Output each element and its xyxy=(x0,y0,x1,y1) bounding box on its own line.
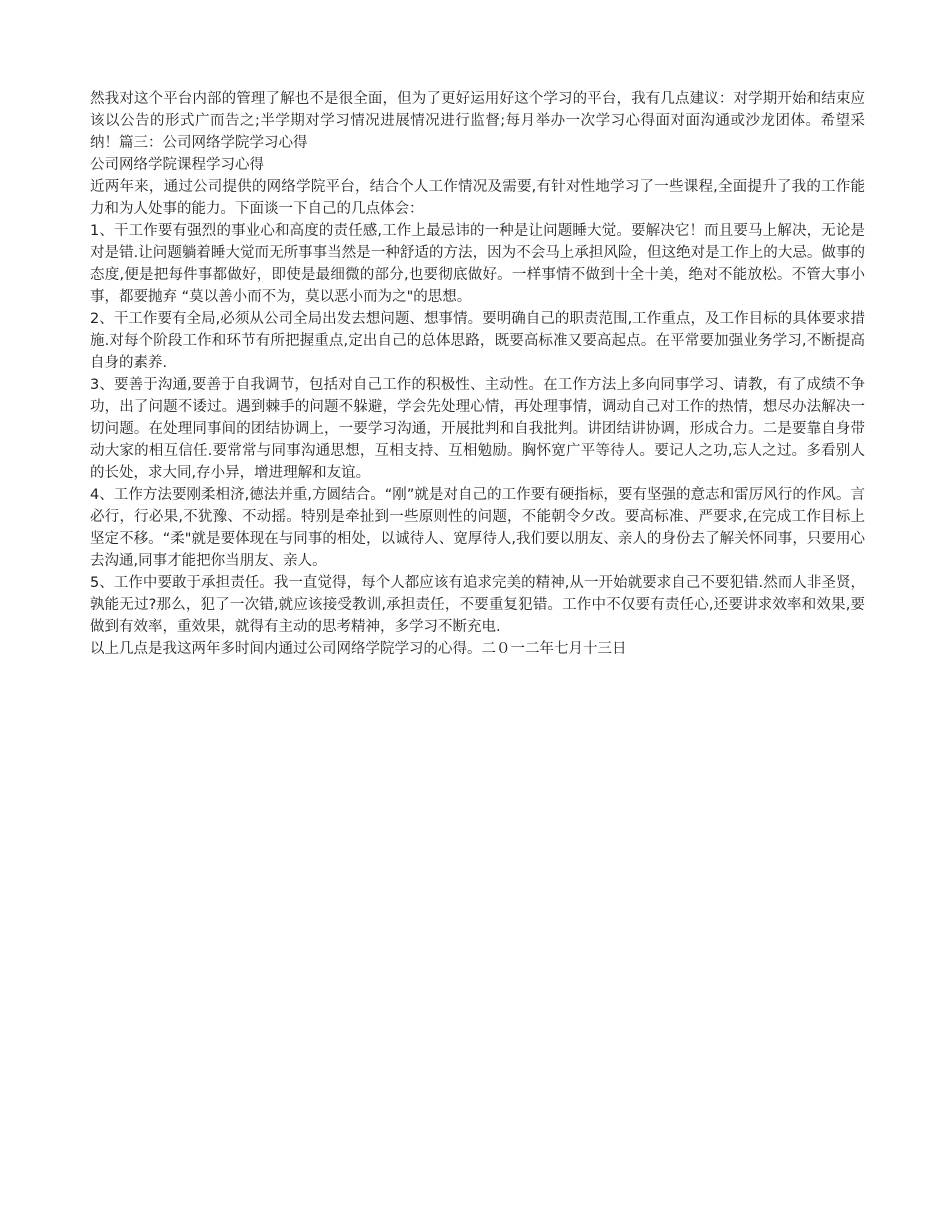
point-1-paragraph: 1、干工作要有强烈的事业心和高度的责任感,工作上最忌讳的一种是让问题睡大觉。要解决它！而且要马上解决，无论是对是错.让问题躺着睡大觉而无所事事当然是一种舒适的方法，因为不会马上承担风险，但这绝对是工作上的大忌。做事的态度,便是把每件事都做好，即使是最细微的部分,也要彻底做好。一样事情不做到十全十美，绝对不能放松。不管大事小事，都要抛弃 “莫以善小而不为，莫以恶小而为之"的思想。 xyxy=(90,223,865,305)
intro-suggestion-paragraph: 然我对这个平台内部的管理了解也不是很全面，但为了更好运用好这个学习的平台，我有几点建议：对学期开始和结束应该以公告的形式广而告之;半学期对学习情况进展情况进行监督;每月举办一次学习心得面对面沟通或沙龙团体。希望采纳！篇三：公司网络学院学习心得 xyxy=(90,91,865,151)
closing-paragraph: 以上几点是我这两年多时间内通过公司网络学院学习的心得。二０一二年七月十三日 xyxy=(90,641,627,657)
point-4-paragraph: 4、工作方法要刚柔相济,德法并重,方圆结合。“刚”就是对自己的工作要有硬指标，要有坚强的意志和雷厉风行的作风。言必行，行必果,不犹豫、不动摇。特别是牵扯到一些原则性的问题，不能朝令夕改。要高标准、严要求,在完成工作目标上坚定不移。“柔"就是要体现在与同事的相处，以诚待人、宽厚待人,我们要以朋友、亲人的身份去了解关怀同事，只要用心去沟通,同事才能把你当朋友、亲人。 xyxy=(90,487,865,569)
section-title: 公司网络学院课程学习心得 xyxy=(90,157,264,173)
document-body xyxy=(90,88,865,660)
point-2-paragraph: 2、干工作要有全局,必须从公司全局出发去想问题、想事情。要明确自己的职责范围,工作重点，及工作目标的具体要求措施.对每个阶段工作和环节有所把握重点,定出自己的总体思路，既要高标准又要高起点。在平常要加强业务学习,不断提高自身的素养. xyxy=(90,311,865,371)
opening-paragraph: 近两年来，通过公司提供的网络学院平台，结合个人工作情况及需要,有针对性地学习了一些课程,全面提升了我的工作能力和为人处事的能力。下面谈一下自己的几点体会： xyxy=(90,179,865,217)
point-5-paragraph: 5、工作中要敢于承担责任。我一直觉得，每个人都应该有追求完美的精神,从一开始就要求自己不要犯错.然而人非圣贤，孰能无过?那么，犯了一次错,就应该接受教训,承担责任，不要重复犯错。工作中不仅要有责任心,还要讲求效率和效果,要做到有效率，重效果，就得有主动的思考精神，多学习不断充电. xyxy=(90,575,865,635)
point-3-paragraph: 3、要善于沟通,要善于自我调节，包括对自己工作的积极性、主动性。在工作方法上多向同事学习、请教，有了成绩不争功，出了问题不诿过。遇到棘手的问题不躲避，学会先处理心情，再处理事情，调动自己对工作的热情，想尽办法解决一切问题。在处理同事间的团结协调上，一要学习沟通，开展批判和自我批判。讲团结讲协调，形成合力。二是要靠自身带动大家的相互信任.要常常与同事沟通思想，互相支持、互相勉励。胸怀宽广平等待人。要记人之功,忘人之过。多看别人的长处，求大同,存小异，增进理解和友谊。 xyxy=(90,377,865,481)
